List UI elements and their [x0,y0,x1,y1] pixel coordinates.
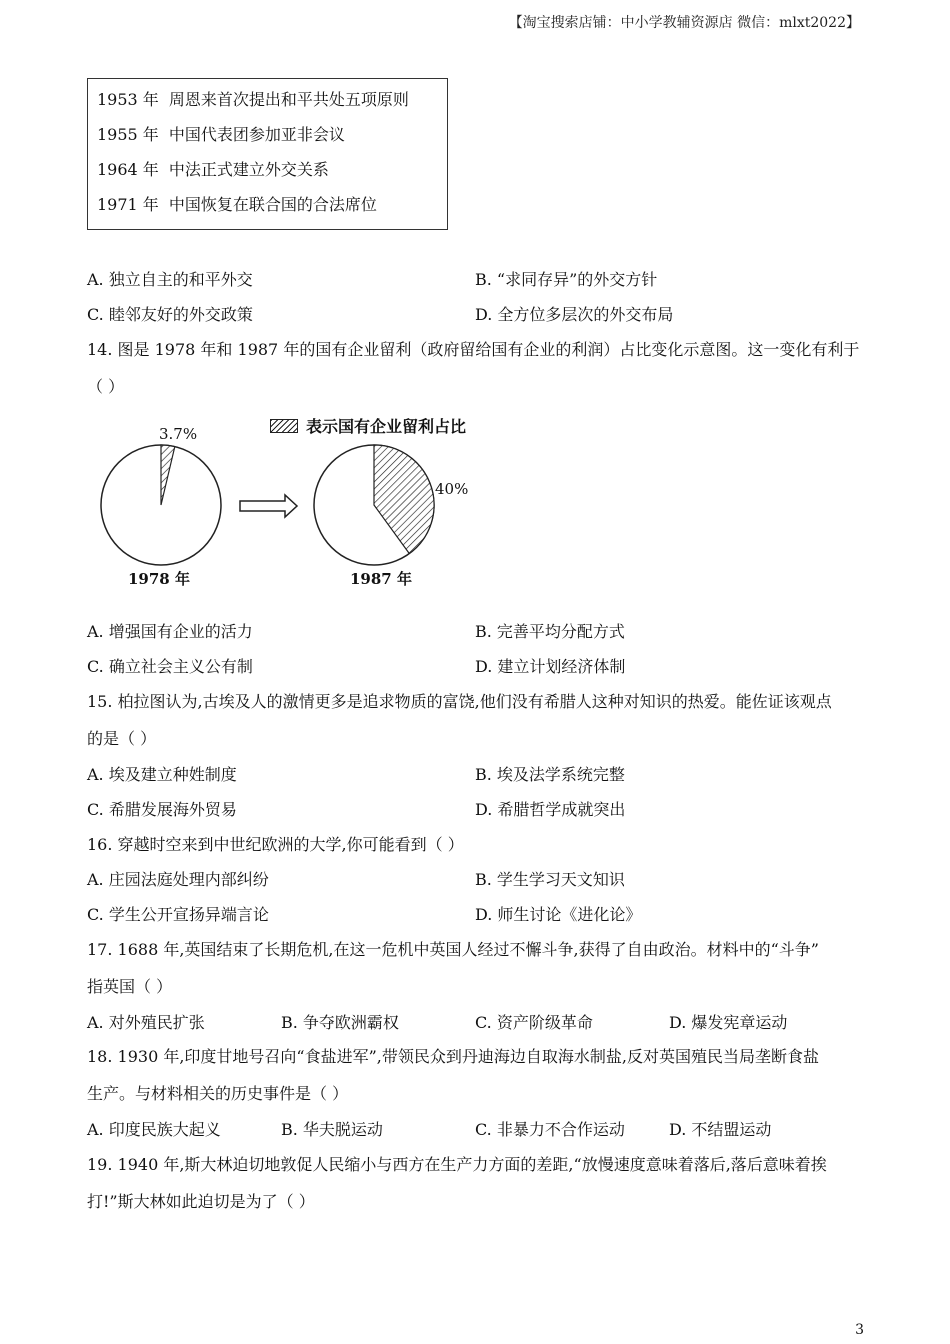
q17-option-b: B. 争夺欧洲霸权 [281,1013,399,1032]
timeline-year: 1955 年 [97,125,159,144]
q13-option-a: A. 独立自主的和平外交 [87,270,253,289]
q14-option-a: A. 增强国有企业的活力 [87,622,253,641]
q15-option-b: B. 埃及法学系统完整 [475,765,625,784]
q18-stem-line1: 18. 1930 年,印度甘地号召向“食盐进军”,带领民众到丹迪海边自取海水制盐,反对英国殖民当局垄断食盐 [87,1047,819,1066]
q18-option-d: D. 不结盟运动 [669,1120,772,1139]
timeline-event: 中国恢复在联合国的合法席位 [168,195,377,214]
q17-option-c: C. 资产阶级革命 [475,1013,593,1032]
timeline-event: 中法正式建立外交关系 [168,160,329,179]
arrow-right-icon [240,495,297,517]
pie-1978-value-label: 3.7% [159,425,198,443]
q16-option-c: C. 学生公开宣扬异端言论 [87,905,269,924]
q15-option-d: D. 希腊哲学成就突出 [475,800,626,819]
timeline-row [97,157,447,192]
q18-option-b: B. 华夫脱运动 [281,1120,383,1139]
q17-option-d: D. 爆发宪章运动 [669,1013,788,1032]
q15-stem-line1: 15. 柏拉图认为,古埃及人的激情更多是追求物质的富饶,他们没有希腊人这种对知识的热爱。能佐证该观点 [87,692,832,711]
timeline-box [87,78,448,230]
timeline-year: 1971 年 [97,195,159,214]
q14-option-c: C. 确立社会主义公有制 [87,657,253,676]
q16-option-b: B. 学生学习天文知识 [475,870,625,889]
q14-option-d: D. 建立计划经济体制 [475,657,626,676]
q17-stem-line1: 17. 1688 年,英国结束了长期危机,在这一危机中英国人经过不懈斗争,获得了自由政治。材料中的“斗争” [87,940,819,959]
q14-stem-line2: （ ） [87,377,125,396]
q13-option-b: B. “求同存异”的外交方针 [475,270,658,289]
timeline-event: 中国代表团参加亚非会议 [168,125,345,144]
page-number: 3 [855,1322,864,1338]
q13-option-c: C. 睦邻友好的外交政策 [87,305,253,324]
q15-stem-line2: 的是（ ） [87,729,157,748]
q17-stem-line2: 指英国（ ） [87,977,173,996]
q18-option-a: A. 印度民族大起义 [87,1120,221,1139]
q16-option-a: A. 庄园法庭处理内部纠纷 [87,870,269,889]
timeline-row [97,87,447,122]
legend-label: 表示国有企业留利占比 [306,417,467,436]
q19-stem-line2: 打!”斯大林如此迫切是为了（ ） [87,1192,315,1211]
pie-1987-caption: 1987 年 [350,570,412,588]
pie-1987-value-label: 40% [435,480,469,498]
q15-option-a: A. 埃及建立种姓制度 [87,765,237,784]
q16-option-d: D. 师生讨论《进化论》 [475,905,642,924]
pie-chart-figure [90,405,490,595]
q18-option-c: C. 非暴力不合作运动 [475,1120,625,1139]
q17-option-a: A. 对外殖民扩张 [87,1013,205,1032]
q19-stem-line1: 19. 1940 年,斯大林迫切地敦促人民缩小与西方在生产力方面的差距,“放慢速度意味着落后,落后意味着挨 [87,1155,827,1174]
q15-option-c: C. 希腊发展海外贸易 [87,800,237,819]
timeline-row [97,122,447,157]
q14-stem-line1: 14. 图是 1978 年和 1987 年的国有企业留利（政府留给国有企业的利润）占比变化示意图。这一变化有利于 [87,340,860,359]
timeline-row [97,192,447,227]
q14-option-b: B. 完善平均分配方式 [475,622,625,641]
q16-stem-line1: 16. 穿越时空来到中世纪欧洲的大学,你可能看到（ ） [87,835,464,854]
pie-1978-caption: 1978 年 [128,570,190,588]
timeline-event: 周恩来首次提出和平共处五项原则 [168,90,409,109]
q13-option-d: D. 全方位多层次的外交布局 [475,305,674,324]
timeline-year: 1964 年 [97,160,159,179]
q18-stem-line2: 生产。与材料相关的历史事件是（ ） [87,1084,349,1103]
timeline-year: 1953 年 [97,90,159,109]
page-header: 【淘宝搜索店铺：中小学教辅资源店 微信：mlxt2022】 [508,15,860,31]
